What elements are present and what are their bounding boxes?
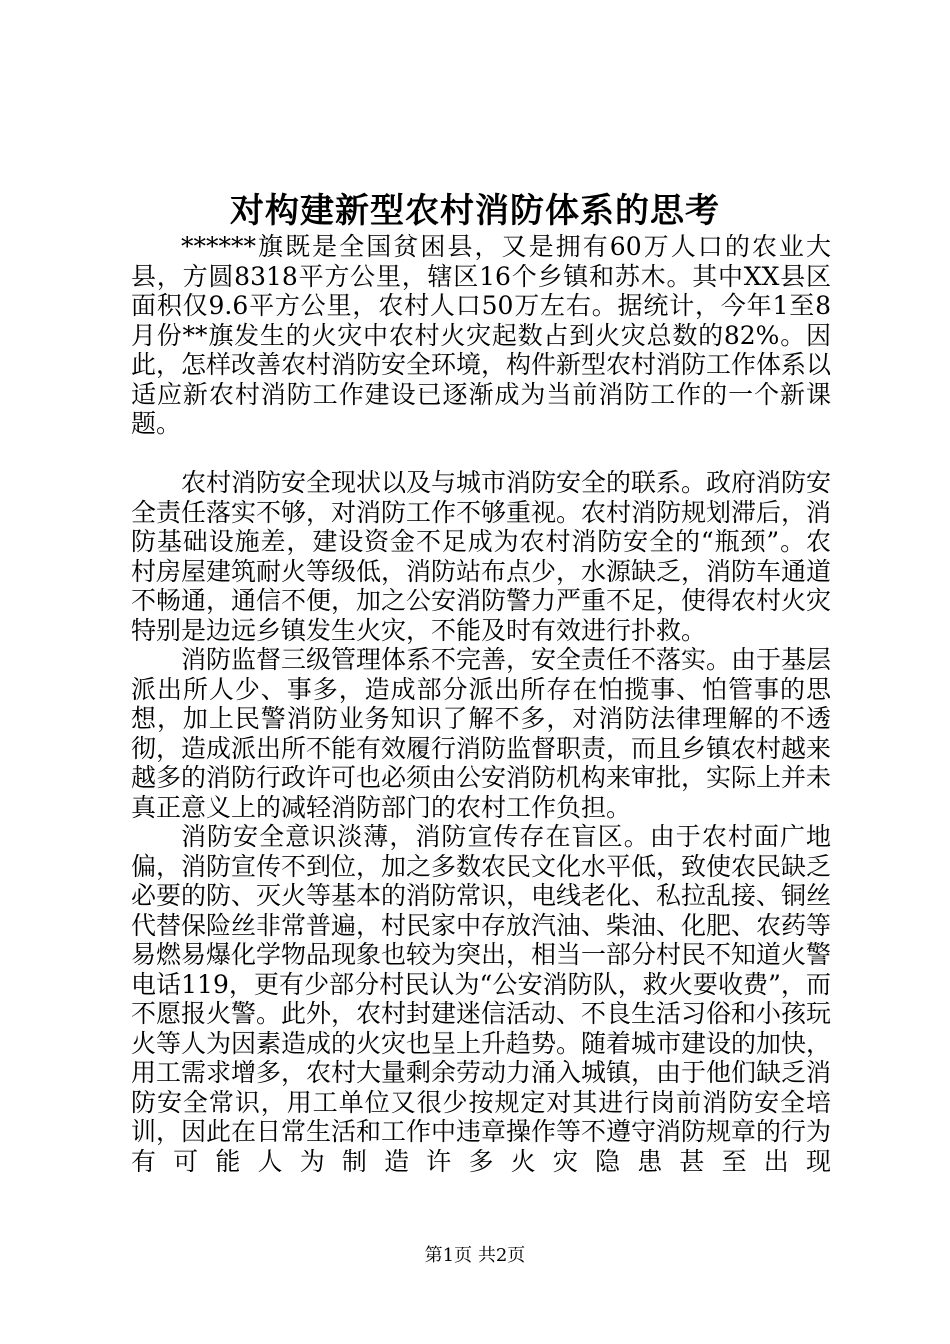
page-footer: 第1页 共2页 — [424, 1245, 526, 1266]
paragraph-status: 农村消防安全现状以及与城市消防安全的联系。政府消防安全责任落实不够，对消防工作不够重视。农村消防规划滞后，消防基础设施差，建设资金不足成为农村消防安全的“瓶颈”。农村房屋建筑耐火等级低，消防站布点少，水源缺乏，消防车通道不畅通，通信不便，加之公安消防警力严重不足，使得农村火灾特别是边远乡镇发生火灾，不能及时有效进行扑救。 — [131, 468, 832, 645]
document-title: 对构建新型农村消防体系的思考 — [230, 191, 720, 231]
paragraph-intro: ******旗既是全国贫困县，又是拥有60万人口的农业大县，方圆8318平方公里，辖区16个乡镇和苏木。其中XX县区面积仅9.6平方公里，农村人口50万左右。据统计，今年1至8月份**旗发生的火灾中农村火灾起数占到火灾总数的82%。因此，怎样改善农村消防安全环境，构件新型农村消防工作体系以适应新农村消防工作建设已逐渐成为当前消防工作的一个新课题。 — [131, 232, 832, 438]
paragraph-gap — [131, 439, 831, 469]
paragraph-supervision: 消防监督三级管理体系不完善，安全责任不落实。由于基层派出所人少、事多，造成部分派出所存在怕揽事、怕管事的思想，加上民警消防业务知识了解不多，对消防法律理解的不透彻，造成派出所不能有效履行消防监督职责，而且乡镇农村越来越多的消防行政许可也必须由公安消防机构来审批，实际上并未真正意义上的减轻消防部门的农村工作负担。 — [131, 645, 832, 822]
paragraph-awareness: 消防安全意识淡薄，消防宣传存在盲区。由于农村面广地偏，消防宣传不到位，加之多数农民文化水平低，致使农民缺乏必要的防、灭火等基本的消防常识，电线老化、私拉乱接、铜丝代替保险丝非常普遍，村民家中存放汽油、柴油、化肥、农药等易燃易爆化学物品现象也较为突出，相当一部分村民不知道火警电话119，更有少部分村民认为“公安消防队，救火要收费”，而不愿报火警。此外，农村封建迷信活动、不良生活习俗和小孩玩火等人为因素造成的火灾也呈上升趋势。随着城市建设的加快，用工需求增多，农村大量剩余劳动力涌入城镇，由于他们缺乏消防安全常识，用工单位又很少按规定对其进行岗前消防安全培训，因此在日常生活和工作中违章操作等不遵守消防规章的行为有可能人为制造许多火灾隐患甚至出现 — [131, 822, 832, 1176]
document-body — [131, 232, 831, 1176]
